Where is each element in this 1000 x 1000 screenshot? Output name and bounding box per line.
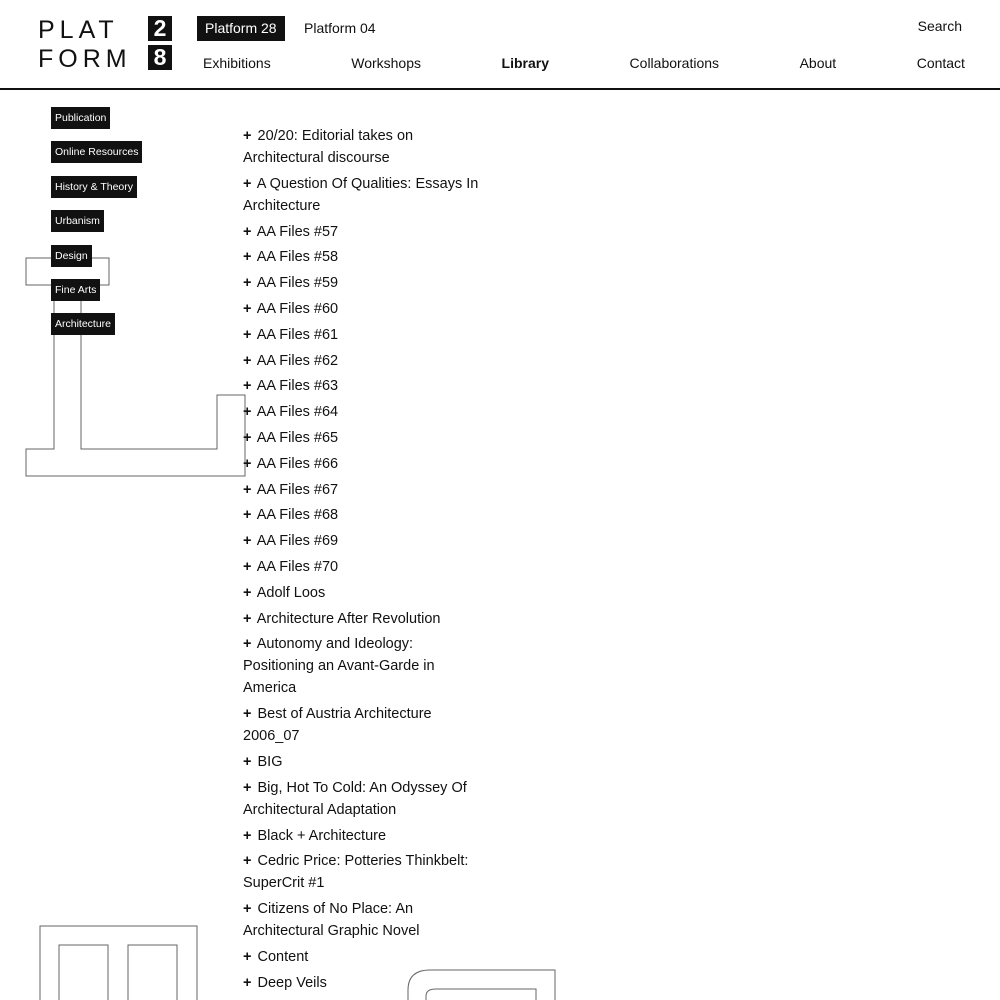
plus-icon[interactable]: + <box>243 128 252 144</box>
book-list-item[interactable] <box>243 125 483 169</box>
category-fine-arts[interactable]: Fine Arts <box>51 279 100 301</box>
book-list-item[interactable] <box>243 556 483 578</box>
plus-icon[interactable]: + <box>243 378 252 395</box>
book-title: AA Files #60 <box>256 300 339 317</box>
plus-icon[interactable]: + <box>243 404 252 421</box>
library-book-list <box>243 125 483 998</box>
nav-collaborations[interactable]: Collaborations <box>629 55 720 71</box>
book-title: AA Files #61 <box>256 326 339 343</box>
category-history-theory[interactable]: History & Theory <box>51 176 137 198</box>
platform28-logo[interactable] <box>38 16 176 74</box>
category-publication[interactable]: Publication <box>51 107 110 129</box>
book-title: Architecture After Revolution <box>256 610 441 627</box>
book-list-item[interactable] <box>243 324 483 346</box>
book-list-item[interactable] <box>243 530 483 552</box>
book-list-item[interactable] <box>243 850 483 894</box>
logo-digit-1: 2 <box>148 16 172 41</box>
book-title: AA Files #62 <box>256 352 339 369</box>
category-filter-list <box>51 107 142 348</box>
book-list-item[interactable] <box>243 427 483 449</box>
plus-icon[interactable]: + <box>243 948 252 965</box>
plus-icon[interactable]: + <box>243 974 252 991</box>
book-title: AA Files #69 <box>256 533 339 550</box>
book-list-item[interactable] <box>243 246 483 268</box>
plus-icon[interactable]: + <box>243 753 252 770</box>
book-title: Content <box>257 948 309 965</box>
plus-icon[interactable]: + <box>243 779 252 796</box>
nav-about[interactable]: About <box>799 55 837 71</box>
book-title: Deep Veils <box>257 974 327 991</box>
book-list-item[interactable] <box>243 582 483 604</box>
plus-icon[interactable]: + <box>243 275 252 292</box>
book-title: AA Files #58 <box>256 249 339 266</box>
plus-icon[interactable]: + <box>243 507 252 524</box>
category-design[interactable]: Design <box>51 245 92 267</box>
plus-icon[interactable]: + <box>243 584 252 601</box>
book-title: BIG <box>257 753 283 770</box>
book-title: Best of Austria Architecture 2006_07 <box>243 706 432 745</box>
book-title: AA Files #65 <box>256 429 339 446</box>
nav-exhibitions[interactable]: Exhibitions <box>203 55 271 71</box>
book-list-item[interactable] <box>243 350 483 372</box>
logo-digit-2: 8 <box>148 45 172 70</box>
book-title: A Question Of Qualities: Essays In Architecture <box>243 175 479 214</box>
plus-icon[interactable]: + <box>243 326 252 343</box>
book-list-item[interactable] <box>243 479 483 501</box>
plus-icon[interactable]: + <box>243 455 252 472</box>
plus-icon[interactable]: + <box>243 175 252 192</box>
platform-04-tab[interactable]: Platform 04 <box>304 20 376 36</box>
plus-icon[interactable]: + <box>243 558 252 575</box>
logo-text-line1: PLAT <box>38 16 119 44</box>
header-divider <box>0 88 1000 90</box>
book-list-item[interactable] <box>243 703 483 747</box>
plus-icon[interactable]: + <box>243 853 252 870</box>
book-title: Autonomy and Ideology: Positioning an Avant-Garde in America <box>243 636 435 697</box>
book-list-item[interactable] <box>243 633 483 699</box>
book-list-item[interactable] <box>243 972 483 994</box>
plus-icon[interactable]: + <box>243 706 252 723</box>
book-list-item[interactable] <box>243 608 483 630</box>
plus-icon[interactable]: + <box>243 352 252 369</box>
platform-28-tab[interactable]: Platform 28 <box>197 16 285 41</box>
book-list-item[interactable] <box>243 401 483 423</box>
book-title: Big, Hot To Cold: An Odyssey Of Architectural Adaptation <box>243 779 467 818</box>
book-list-item[interactable] <box>243 825 483 847</box>
nav-contact[interactable]: Contact <box>916 55 965 71</box>
book-title: AA Files #66 <box>256 455 339 472</box>
category-urbanism[interactable]: Urbanism <box>51 210 104 232</box>
book-list-item[interactable] <box>243 453 483 475</box>
plus-icon[interactable]: + <box>243 429 252 446</box>
book-title: 20/20: Editorial takes on Architectural discourse <box>243 128 414 166</box>
book-title: AA Files #64 <box>256 404 339 421</box>
nav-library[interactable]: Library <box>501 55 550 71</box>
category-online-resources[interactable]: Online Resources <box>51 141 142 163</box>
book-list-item[interactable] <box>243 375 483 397</box>
book-list-item[interactable] <box>243 777 483 821</box>
book-list-item[interactable] <box>243 173 483 217</box>
book-list-item[interactable] <box>243 298 483 320</box>
book-title: Cedric Price: Potteries Thinkbelt: SuperCrit #1 <box>243 853 469 892</box>
book-title: AA Files #70 <box>256 558 339 575</box>
plus-icon[interactable]: + <box>243 827 252 844</box>
book-list-item[interactable] <box>243 946 483 968</box>
plus-icon[interactable]: + <box>243 636 252 653</box>
plus-icon[interactable]: + <box>243 300 252 317</box>
book-title: Black + Architecture <box>257 827 387 844</box>
book-title: Adolf Loos <box>256 584 326 601</box>
logo-text-line2: FORM <box>38 45 132 73</box>
plus-icon[interactable]: + <box>243 481 252 498</box>
book-list-item[interactable] <box>243 221 483 243</box>
plus-icon[interactable]: + <box>243 223 252 240</box>
book-list-item[interactable] <box>243 272 483 294</box>
book-title: Citizens of No Place: An Architectural Graphic Novel <box>243 901 420 940</box>
nav-workshops[interactable]: Workshops <box>351 55 422 71</box>
book-list-item[interactable] <box>243 898 483 942</box>
search-link[interactable]: Search <box>917 18 962 34</box>
book-list-item[interactable] <box>243 504 483 526</box>
book-title: AA Files #63 <box>256 378 339 395</box>
book-list-item[interactable] <box>243 751 483 773</box>
plus-icon[interactable]: + <box>243 249 252 266</box>
category-architecture[interactable]: Architecture <box>51 313 115 335</box>
book-title: AA Files #67 <box>256 481 339 498</box>
plus-icon[interactable]: + <box>243 610 252 627</box>
plus-icon[interactable]: + <box>243 901 252 918</box>
main-nav <box>203 55 965 71</box>
book-title: AA Files #57 <box>256 223 339 240</box>
book-title: AA Files #59 <box>256 275 339 292</box>
plus-icon[interactable]: + <box>243 533 252 550</box>
book-title: AA Files #68 <box>256 507 339 524</box>
